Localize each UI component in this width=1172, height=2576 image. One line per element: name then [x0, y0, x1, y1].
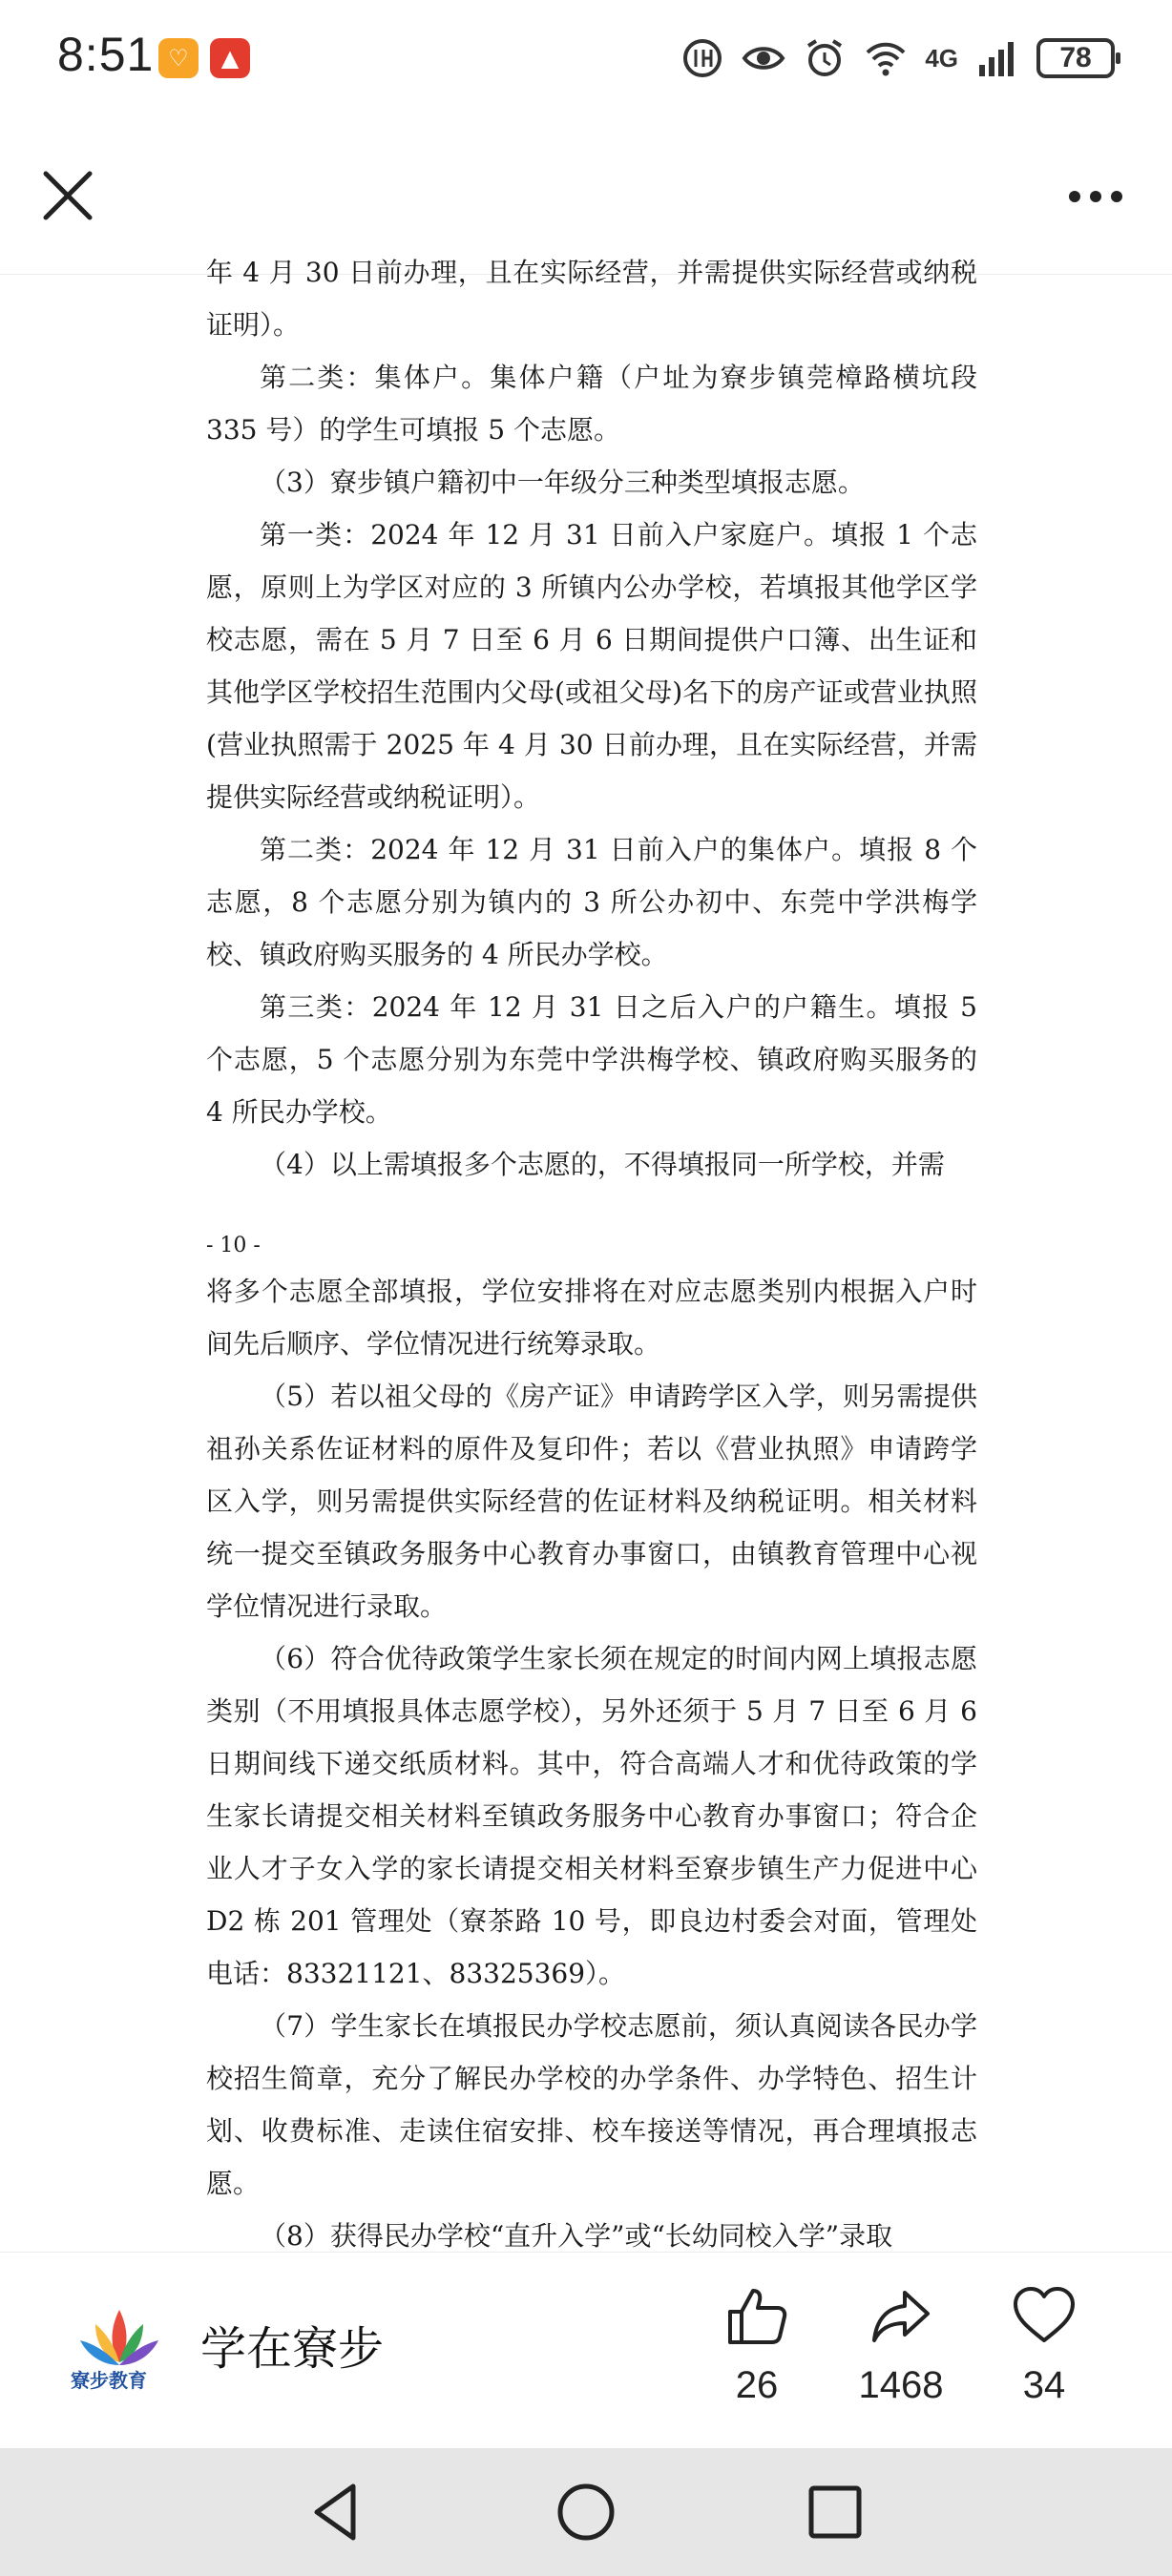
- nav-back-button[interactable]: [302, 2477, 372, 2547]
- bottom-action-bar: [0, 2252, 1172, 2448]
- page-number: - 10 -: [206, 1234, 261, 1257]
- doc-paragraph: 第二类：2024 年 12 月 31 日前入户的集体户。填报 8 个志愿，8 个志愿分别为镇内的 3 所公办初中、东莞中学洪梅学校、镇政府购买服务的 4 所民办学校。: [206, 834, 977, 970]
- more-icon: [1069, 191, 1080, 202]
- close-icon: [34, 162, 101, 229]
- document-page: [206, 246, 977, 2262]
- document-viewer[interactable]: [0, 257, 1172, 2252]
- home-circle-icon: [551, 2477, 621, 2547]
- account-name[interactable]: 学在寮步: [200, 2322, 385, 2376]
- alarm-icon: [803, 36, 847, 80]
- share-button[interactable]: [844, 2281, 958, 2407]
- like-count: 26: [735, 2364, 779, 2406]
- doc-paragraph: 第三类：2024 年 12 月 31 日之后入户的户籍生。填报 5 个志愿，5 个志愿分别为东莞中学洪梅学校、镇政府购买服务的 4 所民办学校。: [206, 991, 977, 1128]
- favorite-button[interactable]: [987, 2281, 1101, 2407]
- notification-app-icon: ♡: [158, 38, 199, 78]
- doc-paragraph: （7）学生家长在填报民办学校志愿前，须认真阅读各民办学校招生简章，充分了解民办学校的办学条件、办学特色、招生计划、收费标准、走读住宿安排、校车接送等情况，再合理填报志愿。: [206, 2010, 977, 2199]
- network-type: 4G: [925, 43, 958, 73]
- favorite-count: 34: [1022, 2364, 1066, 2406]
- back-triangle-icon: [302, 2477, 372, 2547]
- doc-paragraph: （5）若以祖父母的《房产证》申请跨学区入学，则另需提供祖孙关系佐证材料的原件及复印件；若以《营业执照》申请跨学区入学，则另需提供实际经营的佐证材料及纳税证明。相关材料统一提交至镇政务服务中心教育办事窗口，由镇教育管理中心视学位情况进行录取。: [206, 1381, 977, 1622]
- logo-caption: 寮步教育: [71, 2369, 147, 2392]
- eye-icon: [742, 36, 785, 80]
- heart-icon: [1010, 2281, 1078, 2350]
- recents-square-icon: [800, 2477, 870, 2547]
- share-count: 1468: [858, 2364, 944, 2406]
- hd-call-icon: [680, 36, 724, 80]
- nav-recents-button[interactable]: [800, 2477, 870, 2547]
- doc-paragraph: 第二类：集体户。集体户籍（户址为寮步镇莞樟路横坑段 335 号）的学生可填报 5 个志愿。: [206, 362, 977, 446]
- status-bar: [0, 0, 1172, 114]
- thumbs-up-icon: [722, 2281, 791, 2350]
- doc-paragraph: 第一类：2024 年 12 月 31 日前入户家庭户。填报 1 个志愿，原则上为学区对应的 3 所镇内公办学校，若填报其他学区学校志愿，需在 5 月 7 日至 6 月 6 日期间提供户口簿、出生证和其他学区学校招生范围内父母(或祖父母)名下的房产证或营业执照(营业执照需于 2025 年 4 月 30 日前办理，且在实际经营，并需提供实际经营或纳税证明）。: [206, 519, 977, 813]
- system-navigation-bar: [0, 2448, 1172, 2576]
- status-icons: [680, 32, 1115, 84]
- doc-paragraph: （6）符合优待政策学生家长须在规定的时间内网上填报志愿类别（不用填报具体志愿学校），另外还须于 5 月 7 日至 6 月 6 日期间线下递交纸质材料。其中，符合高端人才和优待政策的学生家长请提交相关材料至镇政务服务中心教育办事窗口；符合企业人才子女入学的家长请提交相关材料至寮步镇生产力促进中心 D2 栋 201 管理处（寮茶路 10 号，即良边村委会对面，管理处电话：83321121、83325369）。: [206, 1643, 977, 1989]
- more-options-button[interactable]: [1057, 168, 1134, 225]
- wifi-icon: [864, 36, 908, 80]
- doc-paragraph: 年 4 月 30 日前办理，且在实际经营，并需提供实际经营或纳税证明）。: [206, 257, 977, 341]
- notification-app-icon: ▲: [210, 38, 250, 78]
- doc-paragraph: （4）以上需填报多个志愿的，不得填报同一所学校，并需: [260, 1149, 945, 1180]
- status-time: 8:51: [57, 28, 155, 81]
- share-arrow-icon: [867, 2281, 935, 2350]
- doc-paragraph: （8）获得民办学校“直升入学”或“长幼同校入学”录取: [260, 2220, 893, 2252]
- doc-paragraph: 将多个志愿全部填报，学位安排将在对应志愿类别内根据入户时间先后顺序、学位情况进行统筹录取。: [206, 1276, 977, 1360]
- nav-home-button[interactable]: [551, 2477, 621, 2547]
- like-button[interactable]: [700, 2281, 814, 2407]
- battery-indicator: 78: [1036, 38, 1115, 78]
- close-button[interactable]: [34, 162, 101, 229]
- signal-icon: [975, 36, 1019, 80]
- doc-paragraph: （3）寮步镇户籍初中一年级分三种类型填报志愿。: [260, 467, 865, 498]
